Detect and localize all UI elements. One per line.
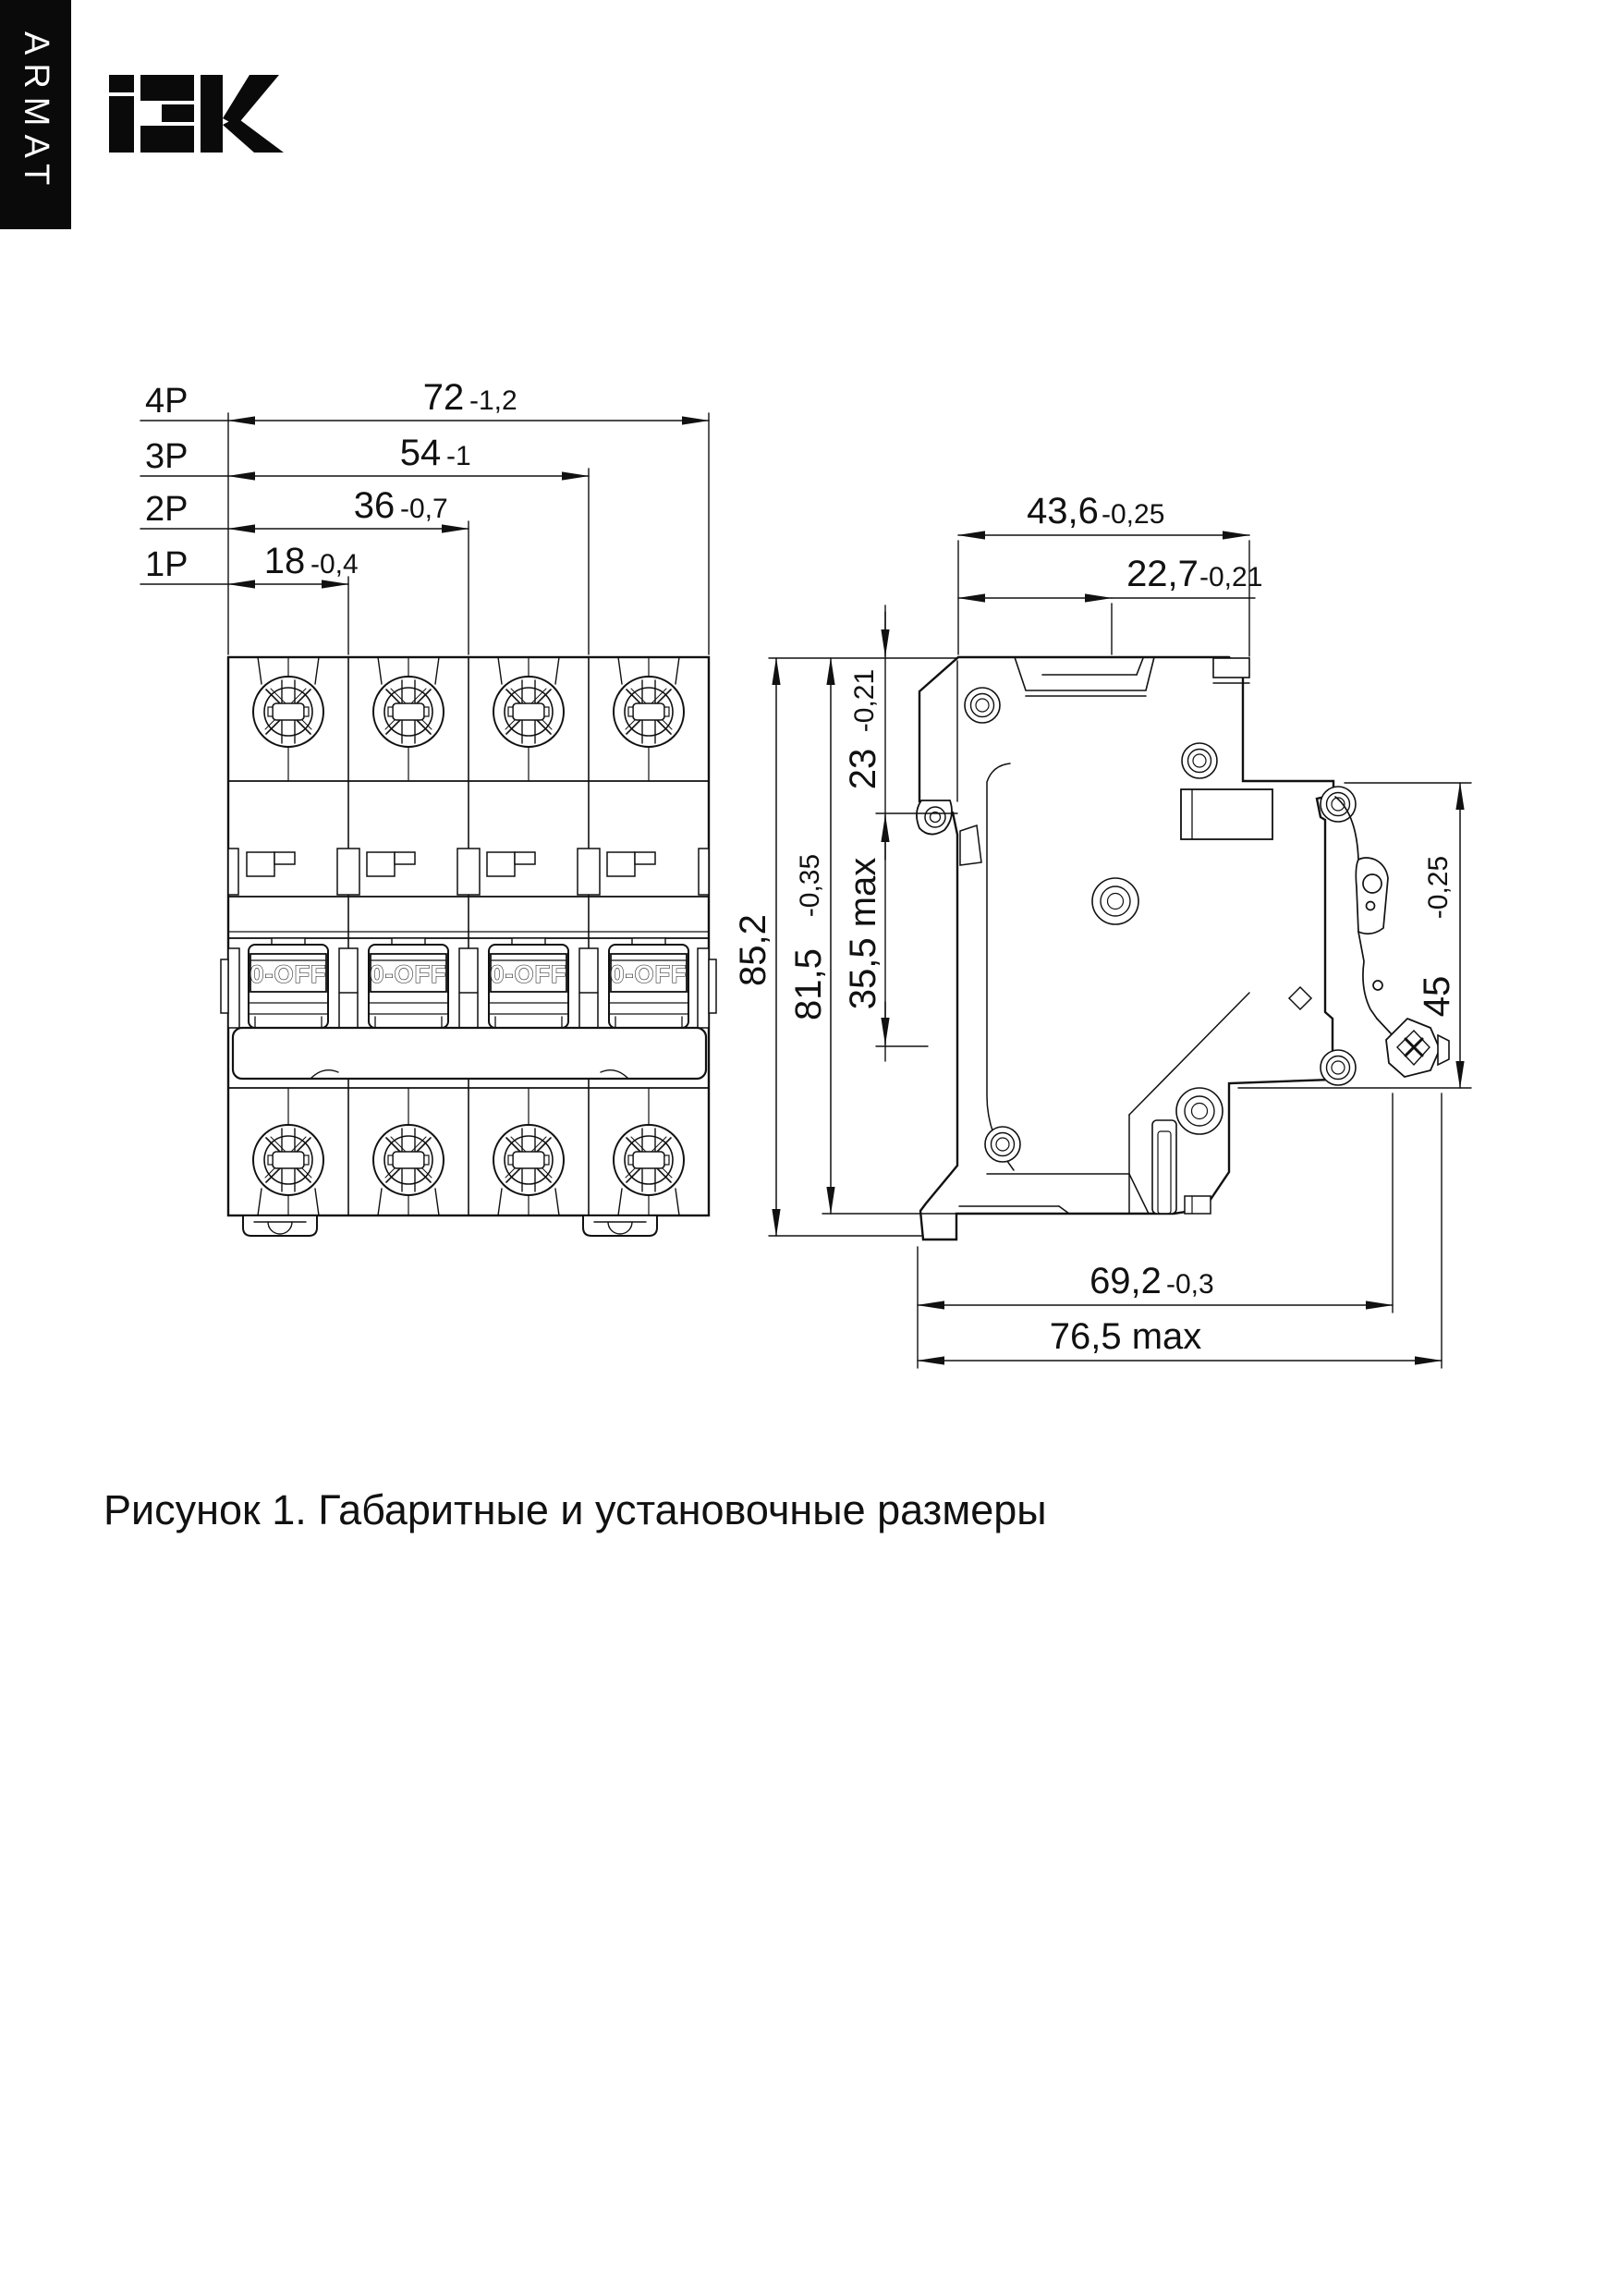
din-latch xyxy=(1335,797,1391,1033)
side-terminal-screw xyxy=(917,800,952,835)
brand-sidebar-label: ARMAT xyxy=(17,31,55,194)
dim-din-rail-value: 45 xyxy=(1417,975,1457,1018)
pole-label-3p: 3P xyxy=(145,437,189,476)
pole-label-1p: 1P xyxy=(145,545,189,584)
dim-3p-tolerance: -1 xyxy=(446,441,471,471)
dim-1p-value: 18 xyxy=(263,541,306,581)
side-label-plate xyxy=(1181,789,1272,839)
front-view-body xyxy=(221,657,716,1236)
dim-top-section-tolerance: -0,21 xyxy=(849,668,880,733)
toggle-label: 0-OFF xyxy=(250,960,327,988)
dim-height-body-value: 81,5 xyxy=(788,948,829,1020)
front-view-dimensions xyxy=(140,377,709,654)
dim-bottom-mount-tolerance: -0,3 xyxy=(1166,1269,1214,1300)
dim-4p-value: 72 xyxy=(422,377,465,418)
dim-top-total-value: 43,6 xyxy=(1027,491,1099,531)
side-view-outline xyxy=(919,657,1333,1240)
toggle-label: 0-OFF xyxy=(490,960,567,988)
side-view xyxy=(733,491,1471,1368)
front-view xyxy=(140,377,716,1236)
pole-label-4p: 4P xyxy=(145,382,189,421)
dim-top-section-value: 23 xyxy=(843,748,883,790)
dim-bottom-overall-value: 76,5 max xyxy=(1049,1316,1202,1357)
dim-top-inner-tolerance: -0,21 xyxy=(1199,562,1263,592)
handle-tie-bar xyxy=(233,1028,706,1079)
figure-caption: Рисунок 1. Габаритные и установочные размеры xyxy=(103,1486,1047,1533)
dim-front-depth-value: 35,5 max xyxy=(843,857,883,1010)
toggle-label: 0-OFF xyxy=(610,960,688,988)
dim-bottom-mount-value: 69,2 xyxy=(1089,1261,1162,1301)
dim-din-rail-tolerance: -0,25 xyxy=(1423,855,1454,920)
dim-height-overall-value: 85,2 xyxy=(733,914,773,986)
dim-1p-tolerance: -0,4 xyxy=(310,549,359,580)
dim-height-body-tolerance: -0,35 xyxy=(795,853,825,918)
dim-top-total-tolerance: -0,25 xyxy=(1102,499,1165,530)
dim-2p-value: 36 xyxy=(353,485,396,526)
din-latch-screw xyxy=(1386,1019,1449,1077)
dim-4p-tolerance: -1,2 xyxy=(469,385,517,416)
dim-top-inner-value: 22,7 xyxy=(1126,554,1199,594)
dim-3p-value: 54 xyxy=(399,433,442,473)
front-foot-right xyxy=(583,1215,657,1236)
dim-2p-tolerance: -0,7 xyxy=(400,494,448,524)
pole-label-2p: 2P xyxy=(145,490,189,529)
terminal-wedge xyxy=(960,825,981,865)
toggle-label: 0-OFF xyxy=(370,960,447,988)
front-foot-left xyxy=(243,1215,317,1236)
toggle-row xyxy=(221,945,716,1028)
